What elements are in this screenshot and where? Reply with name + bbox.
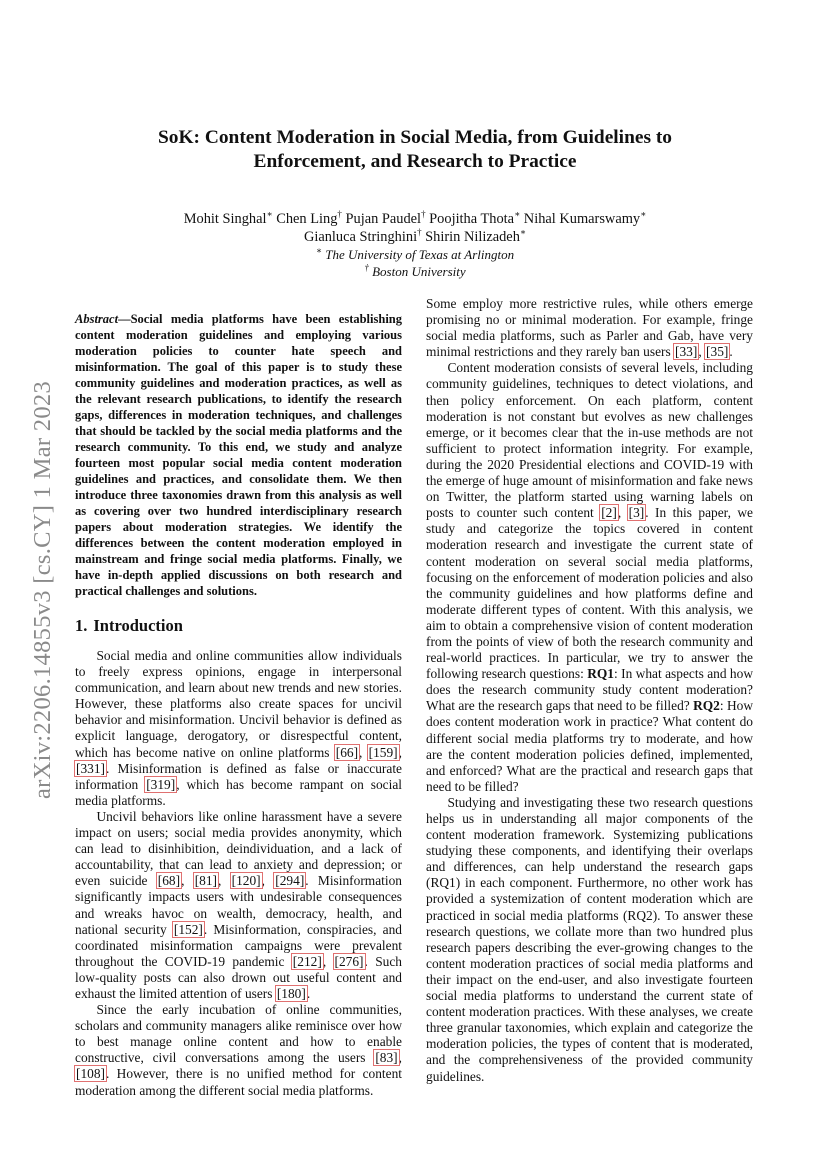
author-affiliation-mark: ∗ [266,209,273,220]
affiliation-mark: † [364,262,369,273]
citation-link[interactable]: [33] [675,344,698,360]
citation-link[interactable]: [276] [334,953,364,969]
author-name: Gianluca Stringhini [303,229,418,245]
citation-link[interactable]: [331] [76,760,106,776]
citation-link[interactable]: [212] [292,953,322,969]
citation-link[interactable]: [35] [706,344,729,360]
citation-link[interactable]: [81] [194,873,218,889]
affiliation-1 [100,246,730,263]
research-question-label: RQ2 [693,698,720,714]
left-column [75,311,402,1099]
section-title: Introduction [93,616,183,635]
author-block [100,210,730,280]
author-affiliation-mark: † [421,209,426,220]
citation-link[interactable]: [108] [76,1066,106,1082]
citation-link[interactable]: [120] [231,873,261,889]
research-question-label: RQ1 [587,666,614,682]
body-paragraph: Uncivil behaviors like online harassment have a severe impact on users; social media provides anonymity, which can lead to disinhibition, deindividuation, and a lack of accountability, that can lead to anxiety and depression; or even suicide [68], [81], [120], [294]. Misinformation significantly impacts users with undesirable consequences and wreaks havoc on wealth, democracy, health, and national security [152]. Misinformation, conspiracies, and coordinated misinformation campaigns were prevalent throughout the COVID-19 pandemic [212], [276]. Such low-quality posts can also drown out useful content and exhaust the limited attention of users [180]. [75,808,402,1001]
arxiv-identifier: arXiv:2206.14855v3 [cs.CY] 1 Mar 2023 [29,380,56,800]
arxiv-identifier-sidebar [28,365,58,815]
citation-link[interactable]: [152] [173,921,203,937]
author-name: Nihal Kumarswamy [523,211,641,227]
author-line-1 [100,210,730,228]
body-paragraph: Social media and online communities allow individuals to freely express opinions, engage in interpersonal communication, and learn about new trends and new stories. However, these platforms also create spaces for uncivil behavior and misinformation. Uncivil behavior is defined as explicit language, derogatory, or disrespectful content, which has become native on online platforms [66], [159], [331]. Misinformation is defined as false or inaccurate information [319], which has become rampant on social media platforms. [75,648,402,808]
citation-link[interactable]: [66] [335,744,359,760]
abstract [75,311,402,599]
right-column [426,296,753,1085]
author-affiliation-mark: ∗ [519,227,527,238]
introduction-continued [426,296,753,1085]
citation-link[interactable]: [159] [368,744,398,760]
author-name: Chen Ling [276,211,338,227]
body-paragraph: Since the early incubation of online communities, scholars and community managers alike reminisce over how to best manage online content and how to enable constructive, civil conversations among the users [83], [108]. However, there is no unified method for content moderation among the different social media platforms. [75,1002,402,1098]
paper-title: SoK: Content Moderation in Social Media, from Guidelines to Enforcement, and Research to Practice [157,127,673,172]
section-heading [75,616,402,636]
citation-link[interactable]: [83] [375,1050,398,1066]
author-affiliation-mark: † [417,227,422,238]
citation-link[interactable]: [319] [146,776,176,792]
affiliation-mark: ∗ [315,245,322,256]
author-name: Pujan Paudel [345,211,422,227]
author-name: Mohit Singhal [183,211,267,227]
abstract-label: Abstract [75,312,119,326]
section-number: 1. [75,616,88,635]
author-affiliation-mark: ∗ [514,209,521,220]
affiliation-name: Boston University [372,264,466,279]
introduction-body [75,648,402,1099]
affiliation-2 [100,263,730,280]
affiliation-name: The University of Texas at Arlington [325,247,515,262]
citation-link[interactable]: [294] [275,873,305,889]
author-name: Poojitha Thota [429,211,515,227]
author-name: Shirin Nilizadeh [425,229,520,245]
body-paragraph: Studying and investigating these two research questions helps us in understanding all major components of the content moderation framework. Systemizing publications studying these components, and identifying their overlaps and differences, can help understand the research gaps (RQ1) in each component. Furthermore, no other work has provided a systemization of content moderation which are practiced in social media platforms (RQ2). To answer these research questions, we collate more than two hundred plus research papers describing the ever-growing changes to the content moderation practices of social media platforms and their impact on the end-user, and also investigate fourteen social media platforms to understand the current state of content moderation practices. With these analyses, we create three granular taxonomies, which explain and categorize the moderation policies, the types of content that is moderated, and the comprehensiveness of the provided community guidelines. [426,794,753,1084]
author-affiliation-mark: ∗ [640,209,647,220]
citation-link[interactable]: [3] [628,505,645,521]
author-line-2 [100,228,730,246]
body-paragraph: Some employ more restrictive rules, while others emerge promising no or minimal moderation. For example, fringe social media platforms, such as Parler and Gab, have very minimal restrictions and they rarely ban users [33], [35]. [426,296,753,360]
body-paragraph: Content moderation consists of several levels, including community guidelines, techniques to detect violations, and then policy enforcement. On each platform, content moderation is not constant but evolves as new challenges emerge, or it becomes clear that the in-use methods are not sufficient to protect information integrity. For example, during the 2020 Presidential elections and COVID-19 with the emerge of huge amount of misinformation and fake news on Twitter, the platform started using warning labels on posts to counter such content [2], [3]. In this paper, we study and categorize the topics covered in content moderation research and investigate the current state of content moderation on several social media platforms, focusing on the enforcement of moderation policies and also the community guidelines and how platforms define and moderate different types of content. With this analysis, we aim to obtain a comprehensive vision of content moderation from the points of view of both the research community and real-world practices. In particular, we try to answer the following research questions: RQ1: In what aspects and how does the research community study content moderation? What are the research gaps that need to be filled? RQ2: How does content moderation work in practice? What content do different social media platforms try to moderate, and how are the content moderation policies defined, implemented, and enforced? What are the practical and research gaps that need to be filled? [426,360,754,794]
author-affiliation-mark: † [337,209,342,220]
citation-link[interactable]: [180] [276,985,306,1001]
abstract-text: —Social media platforms have been establishing content moderation guidelines and employing various moderation policies to counter hate speech and misinformation. The goal of this paper is to study these community guidelines and moderation practices, as well as the relevant research publications, to identify the research gaps, differences in moderation techniques, and challenges that should be tackled by the social media platforms and the research community. To this end, we study and analyze fourteen most popular social media content moderation guidelines and practices, and consolidate them. We then introduce three taxonomies drawn from this analysis as well as covering over two hundred interdisciplinary research papers about moderation strategies. We identify the differences between the content moderation employed in mainstream and fringe social media platforms. Finally, we have in-depth applied discussions on both research and practical challenges and solutions. [75,312,402,598]
citation-link[interactable]: [68] [157,873,181,889]
citation-link[interactable]: [2] [601,505,617,521]
